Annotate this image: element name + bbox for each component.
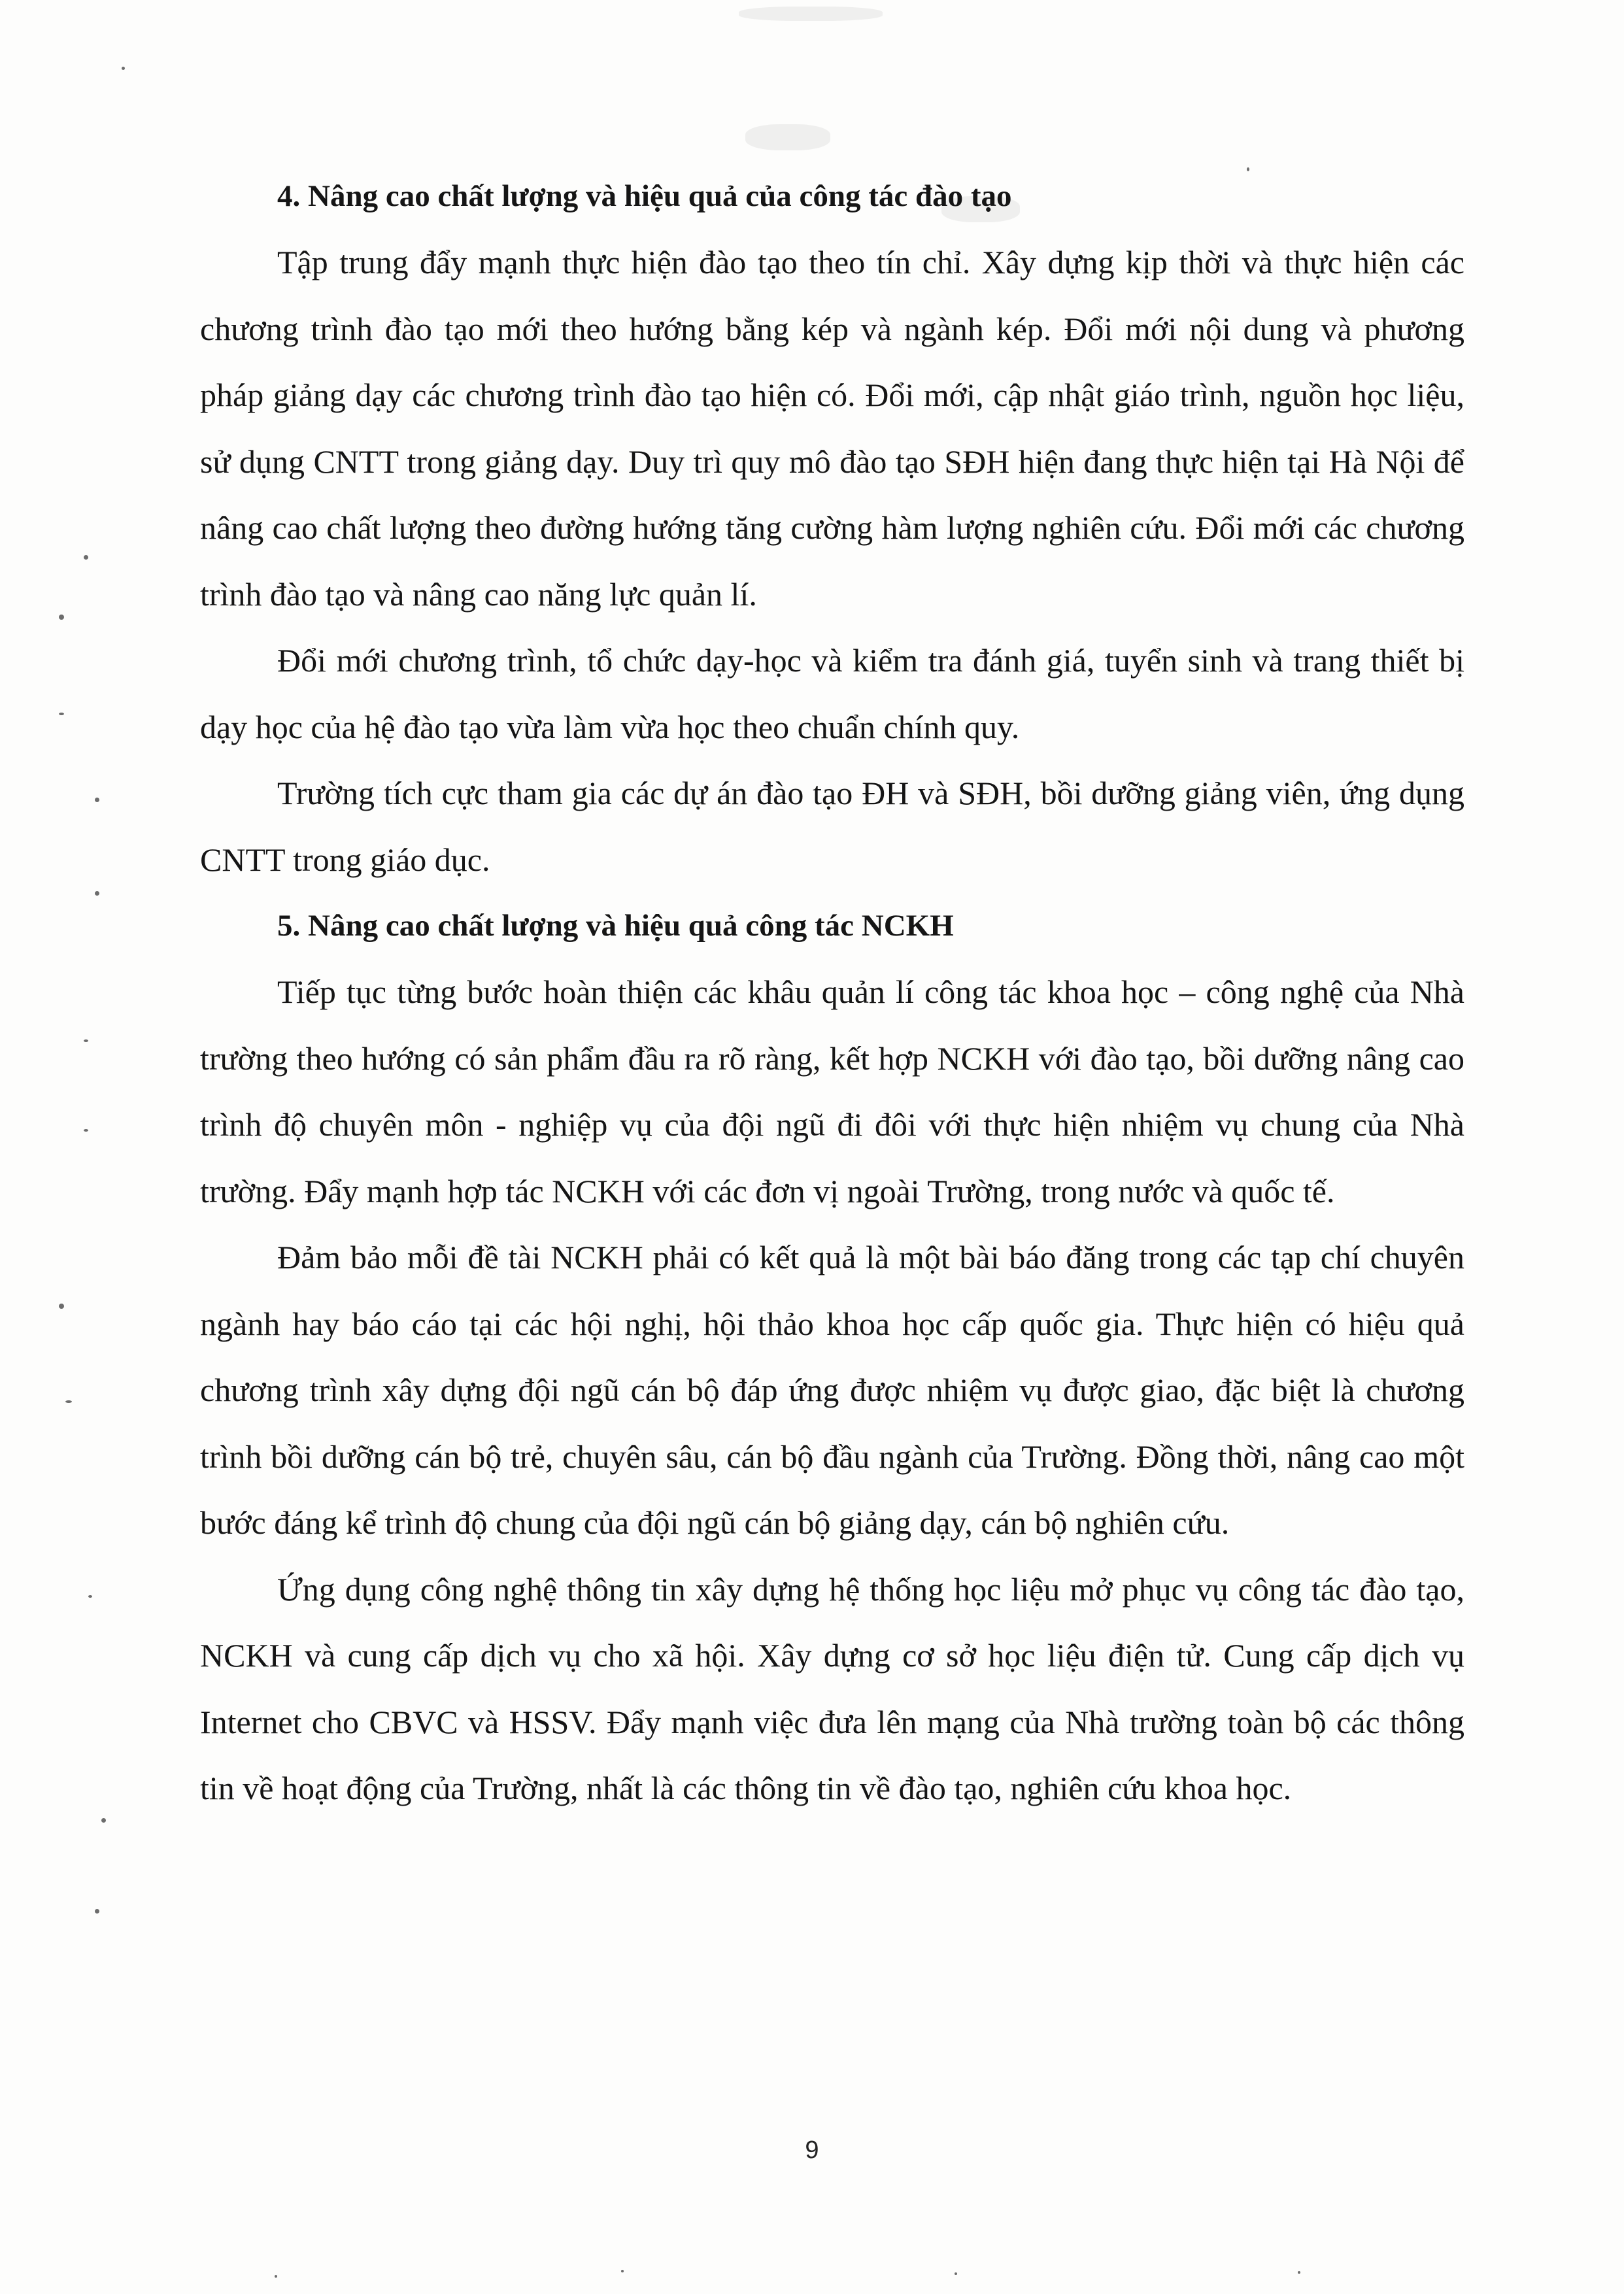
- scan-speck: [59, 1304, 64, 1309]
- scan-speck: [275, 2275, 277, 2278]
- section-5-heading: 5. Nâng cao chất lượng và hiệu quả công tác NCKH: [277, 909, 954, 943]
- scan-smudge: [745, 124, 830, 150]
- scan-speck: [84, 1129, 88, 1132]
- section-5-paragraph-3: Ứng dụng công nghệ thông tin xây dựng hệ thống học liệu mở phục vụ công tác đào tạo, NCKH và cung cấp dịch vụ cho xã hội. Xây dựng cơ sở học liệu điện tử. Cung cấp dịch vụ Internet cho CBVC và HSSV. Đẩy mạnh việc đưa lên mạng của Nhà trường toàn bộ các thông tin về hoạt động của Trường, nhất là các thông tin về đào tạo, nghiên cứu khoa học.: [200, 1570, 1464, 1806]
- scan-speck: [955, 2272, 957, 2275]
- scan-speck: [84, 555, 88, 560]
- section-4-heading: 4. Nâng cao chất lượng và hiệu quả của công tác đào tạo: [277, 179, 1012, 213]
- section-5-paragraph-2: Đảm bảo mỗi đề tài NCKH phải có kết quả là một bài báo đăng trong các tạp chí chuyên ngành hay báo cáo tại các hội nghị, hội thảo khoa học cấp quốc gia. Thực hiện có hiệu quả chương trình xây dựng đội ngũ cán bộ đáp ứng được nhiệm vụ được giao, đặc biệt là chương trình bồi dưỡng cán bộ trẻ, chuyên sâu, cán bộ đầu ngành của Trường. Đồng thời, nâng cao một bước đáng kể trình độ chung của đội ngũ cán bộ giảng dạy, cán bộ nghiên cứu.: [200, 1239, 1464, 1541]
- section-4-paragraph-3: Trường tích cực tham gia các dự án đào tạo ĐH và SĐH, bồi dưỡng giảng viên, ứng dụng CNTT trong giáo dục.: [200, 775, 1464, 878]
- section-5-paragraph-1: Tiếp tục từng bước hoàn thiện các khâu quản lí công tác khoa học – công nghệ của Nhà trường theo hướng có sản phẩm đầu ra rõ ràng, kết hợp NCKH với đào tạo, bồi dưỡng nâng cao trình độ chuyên môn - nghiệp vụ của đội ngũ đi đôi với thực hiện nhiệm vụ chung của Nhà trường. Đẩy mạnh hợp tác NCKH với các đơn vị ngoài Trường, trong nước và quốc tế.: [200, 973, 1464, 1209]
- section-4-paragraph-2: Đổi mới chương trình, tổ chức dạy-học và kiểm tra đánh giá, tuyển sinh và trang thiết bị dạy học của hệ đào tạo vừa làm vừa học theo chuẩn chính quy.: [200, 642, 1464, 745]
- scan-smudge: [739, 7, 883, 21]
- scan-speck: [88, 1595, 92, 1598]
- scan-speck: [122, 67, 125, 70]
- page-number: 9: [805, 2136, 819, 2164]
- scan-speck: [65, 1400, 72, 1403]
- scan-speck: [95, 1909, 99, 1914]
- scan-speck: [1298, 2271, 1300, 2274]
- scan-speck: [59, 713, 64, 715]
- document-body: [200, 163, 1464, 1822]
- section-4-paragraph-1: Tập trung đẩy mạnh thực hiện đào tạo theo tín chỉ. Xây dựng kịp thời và thực hiện các chương trình đào tạo mới theo hướng bằng kép và ngành kép. Đổi mới nội dung và phương pháp giảng dạy các chương trình đào tạo hiện có. Đổi mới, cập nhật giáo trình, nguồn học liệu, sử dụng CNTT trong giảng dạy. Duy trì quy mô đào tạo SĐH hiện đang thực hiện tại Hà Nội để nâng cao chất lượng theo đường hướng tăng cường hàm lượng nghiên cứu. Đổi mới các chương trình đào tạo và nâng cao năng lực quản lí.: [200, 244, 1464, 613]
- scan-speck: [621, 2270, 624, 2272]
- scan-speck: [84, 1039, 88, 1042]
- scan-speck: [95, 891, 99, 896]
- scan-speck: [59, 615, 64, 620]
- scan-speck: [95, 798, 99, 802]
- scan-speck: [101, 1818, 106, 1823]
